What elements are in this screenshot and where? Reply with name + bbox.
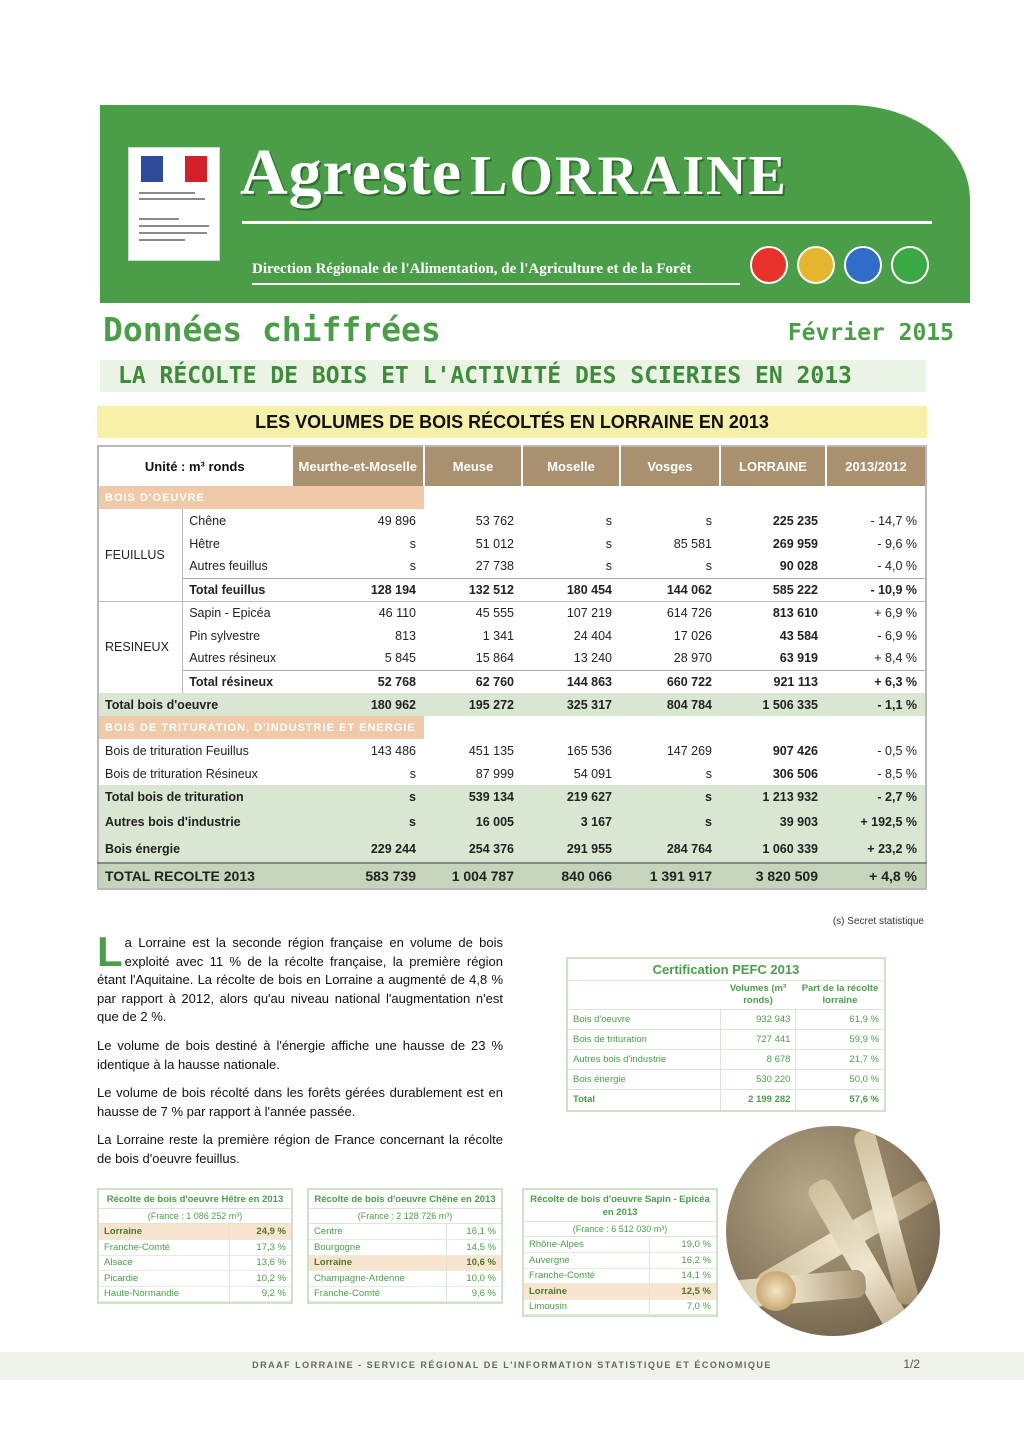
- paragraph: Le volume de bois récolté dans les forêts gérées durablement est en hausse de 7 % par rapport à l'année passée.: [97, 1085, 503, 1119]
- footer: [0, 1352, 1024, 1380]
- list-item: Picardie 10,2 %: [99, 1271, 291, 1287]
- paragraph: La Lorraine est la seconde région française en volume de bois exploité avec 11 % de la récolte française, la première région étant l'Aquitaine. La récolte de bois en Lorraine a augmenté de 4,8 % par rapport à 2012, alors qu'au niveau national l'augmentation n'est que de 2 %.: [97, 928, 503, 1025]
- pefc-table: Volumes (m³ ronds) Part de la récolte lorraine Bois d'oeuvre 932 943 61,9 % Bois de trituration 727 441 59,9 % Autres bois d'industrie 8 678 21,7 % Bois énergie 530 220 50,0 % Total 2 199 282 57,6 %: [568, 980, 884, 1110]
- row-label: Total feuillus: [183, 578, 292, 601]
- row-label: Hêtre: [189, 536, 220, 551]
- flag-icon: [141, 156, 207, 182]
- beech-box: Récolte de bois d'oeuvre Hêtre en 2013 (France : 1 086 252 m³) Lorraine 24,9 % Franche-Comté 17,3 % Alsace 13,6 % Picardie 10,2 % Haute-Normandie 9,2 %: [97, 1188, 293, 1304]
- table-title: LES VOLUMES DE BOIS RÉCOLTÉS EN LORRAINE EN 2013: [97, 406, 927, 438]
- table-row: TOTAL RECOLTE 2013 583 739 1 004 787 840 066 1 391 917 3 820 509 + 4,8 %: [98, 863, 926, 889]
- col-header: LORRAINE: [720, 446, 826, 486]
- dropcap: L: [97, 928, 123, 975]
- list-item: Franche-Comté 9,6 %: [309, 1286, 501, 1302]
- list-item: Franche-Comté 17,3 %: [99, 1240, 291, 1256]
- table-row: RESINEUX Sapin - Epicéa 46 110 45 555 107 219 614 726 813 610 + 6,9 %: [98, 601, 926, 624]
- list-item: Centre 16,1 %: [309, 1224, 501, 1240]
- col-header: Meurthe-et-Moselle: [292, 446, 424, 486]
- row-label: Total bois de trituration: [98, 785, 292, 808]
- table-row: Bois énergie 530 220 50,0 %: [568, 1070, 884, 1090]
- col-header: Vosges: [620, 446, 720, 486]
- list-item: Rhône-Alpes 19,0 %: [524, 1237, 716, 1253]
- table-row: FEUILLUS Chêne 49 896 53 762 s s 225 235 - 14,7 %: [98, 509, 926, 532]
- body-text: [97, 928, 503, 1179]
- header-banner: [100, 105, 970, 303]
- table-row: Bois de trituration 727 441 59,9 %: [568, 1030, 884, 1050]
- section-label: BOIS DE TRITURATION, D'INDUSTRIE ET ENERGIE: [98, 716, 424, 739]
- brand-title: [240, 135, 788, 211]
- table-row: Bois de trituration Résineux s 87 999 54 091 s 306 506 - 8,5 %: [98, 762, 926, 785]
- table-row: Autres feuillus s 27 738 s s 90 028 - 4,0 %: [98, 555, 926, 578]
- list-item: Auvergne 16,2 %: [524, 1253, 716, 1269]
- row-label: Chêne: [189, 513, 227, 528]
- row-label: Autres feuillus: [189, 559, 268, 574]
- table-row: Total résineux 52 768 62 760 144 863 660 722 921 113 + 6,3 %: [98, 670, 926, 693]
- row-label: Autres bois d'industrie: [98, 808, 292, 835]
- harvest-table: [97, 445, 927, 890]
- table-row: Hêtre s 51 012 s 85 581 269 959 - 9,6 %: [98, 532, 926, 555]
- ministry-logo: [128, 147, 220, 261]
- yellow-dot-icon: [797, 246, 835, 284]
- page-number: 1/2: [903, 1357, 920, 1371]
- green-dot-icon: [891, 246, 929, 284]
- brand-region: LORRAINE: [470, 145, 788, 207]
- document-kind: Données chiffrées: [103, 310, 441, 349]
- blue-dot-icon: [844, 246, 882, 284]
- row-label: Bois de trituration Feuillus: [105, 743, 249, 758]
- document-date: Février 2015: [787, 320, 954, 346]
- row-label: TOTAL RECOLTE 2013: [98, 863, 292, 889]
- table-row: Bois d'oeuvre 932 943 61,9 %: [568, 1010, 884, 1030]
- footnote: (s) Secret statistique: [832, 916, 924, 927]
- group-label: FEUILLUS: [98, 509, 183, 601]
- list-item: Bourgogne 14,5 %: [309, 1240, 501, 1256]
- paragraph: La Lorraine reste la première région de France concernant la récolte de bois d'oeuvre feuillus.: [97, 1132, 503, 1166]
- oak-box: Récolte de bois d'oeuvre Chêne en 2013 (France : 2 128 726 m³) Centre 16,1 % Bourgogne 14,5 % Lorraine 10,6 % Champagne-Ardenne 10,0 % Franche-Comté 9,6 %: [307, 1188, 503, 1304]
- table-row: Total 2 199 282 57,6 %: [568, 1090, 884, 1110]
- row-label: Autres résineux: [189, 651, 277, 666]
- row-label: Bois de trituration Résineux: [105, 766, 258, 781]
- row-label: Sapin - Epicéa: [183, 601, 292, 624]
- list-item: Lorraine 24,9 %: [99, 1224, 291, 1240]
- logs-photo: [726, 1126, 940, 1336]
- table-row: Bois énergie 229 244 254 376 291 955 284 764 1 060 339 + 23,2 %: [98, 835, 926, 863]
- list-item: Lorraine 10,6 %: [309, 1255, 501, 1271]
- table-row: Bois de trituration Feuillus 143 486 451 135 165 536 147 269 907 426 - 0,5 %: [98, 739, 926, 762]
- red-dot-icon: [750, 246, 788, 284]
- fir-spruce-box: Récolte de bois d'oeuvre Sapin - Epicéa en 2013 (France : 6 512 030 m³) Rhône-Alpes 19,0 % Auvergne 16,2 % Franche-Comté 14,1 % Lorraine 12,5 % Limousin 7,0 %: [522, 1188, 718, 1317]
- list-item: Franche-Comté 14,1 %: [524, 1268, 716, 1284]
- document-title: LA RÉCOLTE DE BOIS ET L'ACTIVITÉ DES SCIERIES EN 2013: [100, 360, 926, 392]
- table-row: Autres bois d'industrie s 16 005 3 167 s 39 903 + 192,5 %: [98, 808, 926, 835]
- list-item: Champagne-Ardenne 10,0 %: [309, 1271, 501, 1287]
- unit-header: Unité : m³ ronds: [98, 446, 292, 486]
- banner-subtitle: Direction Régionale de l'Alimentation, de l'Agriculture et de la Forêt: [252, 261, 692, 277]
- list-item: Alsace 13,6 %: [99, 1255, 291, 1271]
- table-row: Total bois de trituration s 539 134 219 627 s 1 213 932 - 2,7 %: [98, 785, 926, 808]
- row-label: Total résineux: [183, 670, 292, 693]
- table-row: Pin sylvestre 813 1 341 24 404 17 026 43 584 - 6,9 %: [98, 624, 926, 647]
- pefc-box: [566, 957, 886, 1112]
- col-header: 2013/2012: [826, 446, 926, 486]
- list-item: Haute-Normandie 9,2 %: [99, 1286, 291, 1302]
- table-row: Autres résineux 5 845 15 864 13 240 28 970 63 919 + 8,4 %: [98, 647, 926, 670]
- col-header: Moselle: [522, 446, 620, 486]
- brand-agreste: Agreste: [240, 136, 463, 209]
- group-label: RESINEUX: [98, 601, 183, 693]
- row-label: Bois énergie: [98, 835, 292, 863]
- list-item: Limousin 7,0 %: [524, 1299, 716, 1315]
- pefc-title: Certification PEFC 2013: [652, 962, 800, 977]
- row-label: Pin sylvestre: [189, 628, 261, 643]
- table-row: Total bois d'oeuvre 180 962 195 272 325 317 804 784 1 506 335 - 1,1 %: [98, 693, 926, 716]
- col-header: Meuse: [424, 446, 522, 486]
- table-row: Total feuillus 128 194 132 512 180 454 144 062 585 222 - 10,9 %: [98, 578, 926, 601]
- paragraph: Le volume de bois destiné à l'énergie affiche une hausse de 23 % identique à la hausse nationale.: [97, 1037, 503, 1072]
- section-label: BOIS D'OEUVRE: [98, 486, 424, 509]
- footer-text: DRAAF LORRAINE - SERVICE RÉGIONAL DE L'INFORMATION STATISTIQUE ET ÉCONOMIQUE: [252, 1360, 772, 1370]
- list-item: Lorraine 12,5 %: [524, 1284, 716, 1300]
- table-row: Autres bois d'industrie 8 678 21,7 %: [568, 1050, 884, 1070]
- row-label: Total bois d'oeuvre: [98, 693, 292, 716]
